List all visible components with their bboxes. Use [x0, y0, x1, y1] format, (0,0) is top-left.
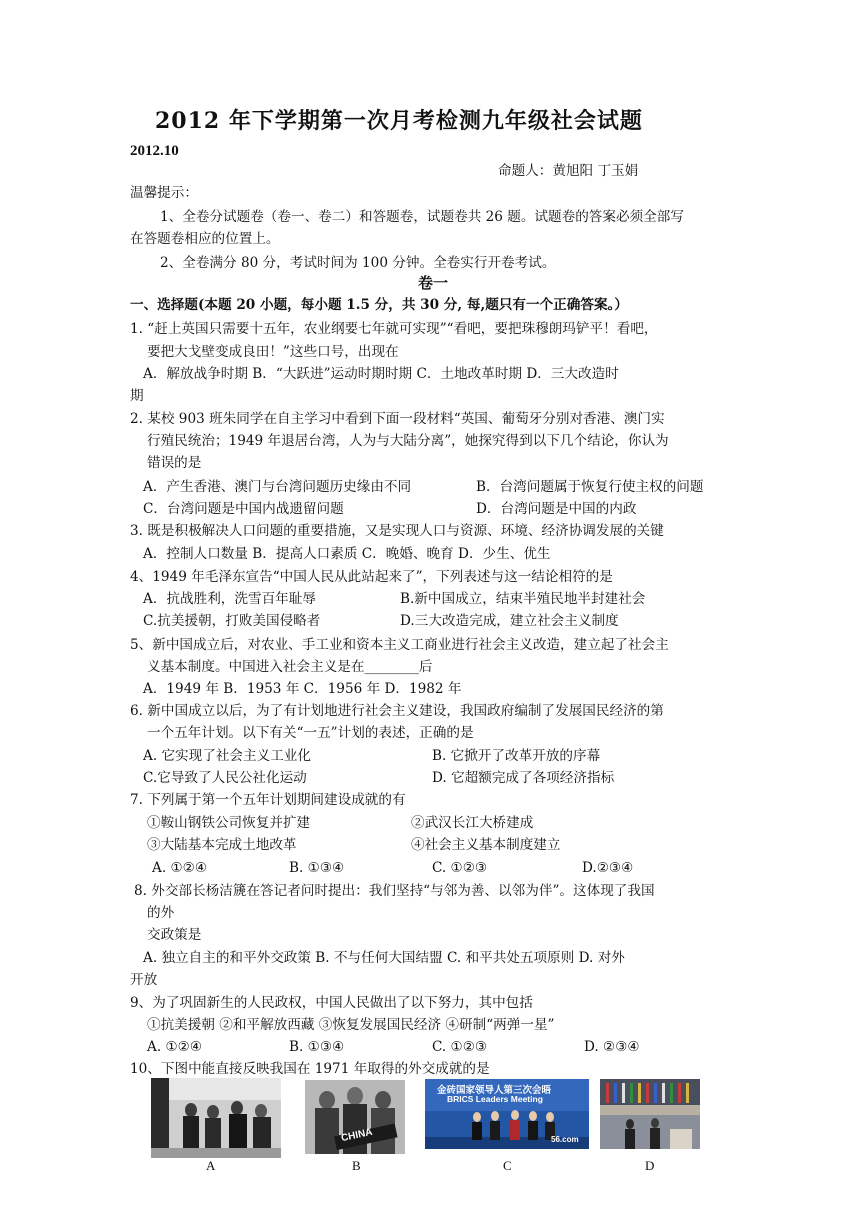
question-2-cont2: 错误的是: [147, 455, 202, 471]
figure-c-label: C: [503, 1158, 512, 1173]
question-9-items: ①抗美援朝 ②和平解放西藏 ③恢复发展国民经济 ④研制“两弹一星”: [147, 1017, 555, 1033]
notice-heading: 温馨提示：: [130, 185, 198, 201]
exam-authors: 命题人：黄旭阳 丁玉娟: [498, 163, 639, 179]
question-2-cont: 行殖民统治；1949 年退居台湾，人为与大陆分离”，她探究得到以下几个结论，你认为: [147, 433, 669, 449]
question-1-options: A．解放战争时期 B．“大跃进”运动时期时期 C．土地改革时期 D．三大改造时: [143, 366, 619, 382]
figure-b-label: B: [352, 1158, 361, 1173]
question-6-option-a: A. 它实现了社会主义工业化: [143, 748, 311, 764]
question-9-option-a: A. ①②④: [147, 1039, 203, 1055]
question-2-option-c: C．台湾问题是中国内战遗留问题: [143, 501, 344, 517]
notice-item-1: 1、全卷分试题卷（卷一、卷二）和答题卷，试题卷共 26 题。试题卷的答案必须全部写: [160, 209, 684, 225]
question-10: 10、下图中能直接反映我国在 1971 年取得的外交成就的是: [130, 1061, 490, 1077]
question-7-option-d: D.②③④: [582, 860, 634, 876]
figure-b-sign-text: CHINA: [340, 1126, 374, 1145]
question-8-options: A. 独立自主的和平外交政策 B. 不与任何大国结盟 C. 和平共处五项原则 D. 对外: [143, 950, 625, 966]
question-9-option-c: C. ①②③: [432, 1039, 488, 1055]
figure-c-banner-cn: 金砖国家领导人第三次会晤: [437, 1085, 552, 1096]
question-4-option-d: D.三大改造完成，建立社会主义制度: [400, 613, 619, 629]
question-7-item-4: ④社会主义基本制度建立: [411, 837, 561, 853]
question-9-option-d: D. ②③④: [584, 1039, 640, 1055]
question-7-option-b: B. ①③④: [289, 860, 345, 876]
question-2-option-a: A．产生香港、澳门与台湾问题历史缘由不同: [143, 479, 412, 495]
question-8-cont2: 交政策是: [147, 927, 202, 943]
question-1-options-wrap: 期: [130, 388, 144, 404]
question-4-option-b: B.新中国成立，结束半殖民地半封建社会: [400, 591, 646, 607]
question-8-options-wrap: 开放: [130, 972, 158, 988]
notice-item-1-cont: 在答题卷相应的位置上。: [130, 231, 280, 247]
question-8-cont: 的外: [147, 905, 175, 921]
question-3: 3. 既是积极解决人口问题的重要措施，又是实现人口与资源、环境、经济协调发展的关键: [130, 523, 664, 539]
figure-c-photo: [425, 1079, 589, 1149]
question-6-option-d: D. 它超额完成了各项经济指标: [432, 770, 615, 786]
figure-d-label: D: [645, 1158, 655, 1173]
question-5-cont: 义基本制度。中国进入社会主义是在________后: [147, 659, 433, 675]
question-2-option-d: D．台湾问题是中国的内政: [476, 501, 637, 517]
question-2: 2. 某校 903 班朱同学在自主学习中看到下面一段材料“英国、葡萄牙分别对香港、澳门实: [130, 411, 665, 427]
volume-heading: 卷一: [418, 274, 449, 292]
question-9-option-b: B. ①③④: [289, 1039, 345, 1055]
question-7-item-1: ①鞍山钢铁公司恢复并扩建: [147, 815, 311, 831]
question-4-option-c: C.抗美援朝，打败美国侵略者: [143, 613, 321, 629]
question-6-option-b: B. 它掀开了改革开放的序幕: [432, 748, 601, 764]
notice-item-2: 2、全卷满分 80 分，考试时间为 100 分钟。全卷实行开卷考试。: [160, 255, 556, 271]
question-6: 6. 新中国成立以后，为了有计划地进行社会主义建设，我国政府编制了发展国民经济的第: [130, 703, 664, 719]
figure-d-photo: [600, 1079, 700, 1149]
figure-c-banner-en: BRICS Leaders Meeting: [447, 1094, 543, 1104]
question-5: 5、新中国成立后，对农业、手工业和资本主义工商业进行社会主义改造，建立起了社会主: [130, 637, 669, 653]
question-8: 8. 外交部长杨洁篪在答记者问时提出：我们坚持“与邻为善、以邻为伴”。这体现了我国: [134, 883, 655, 899]
question-1-cont: 要把大戈壁变成良田！”这些口号，出现在: [147, 344, 399, 360]
question-7-option-c: C. ①②③: [432, 860, 488, 876]
page-title: 2012 年下学期第一次月考检测九年级社会试题: [155, 108, 643, 134]
figure-a-photo: [151, 1078, 281, 1158]
section-heading: 一、选择题(本题 20 小题，每小题 1.5 分，共 30 分, 每,题只有一个正确答案。）: [130, 297, 628, 313]
question-7-item-3: ③大陆基本完成土地改革: [147, 837, 297, 853]
figure-c-watermark: 56.com: [551, 1135, 579, 1144]
question-4: 4、1949 年毛泽东宣告“中国人民从此站起来了”，下列表述与这一结论相符的是: [130, 569, 613, 585]
question-4-option-a: A．抗战胜利，洗雪百年耻辱: [143, 591, 316, 607]
exam-date: 2012.10: [130, 143, 179, 159]
question-2-option-b: B．台湾问题属于恢复行使主权的问题: [476, 479, 704, 495]
figure-b-photo: [305, 1080, 405, 1154]
question-3-options: A．控制人口数量 B．提高人口素质 C．晚婚、晚育 D．少生、优生: [143, 546, 551, 562]
figure-a-label: A: [206, 1158, 216, 1173]
question-6-option-c: C.它导致了人民公社化运动: [143, 770, 307, 786]
question-7-option-a: A. ①②④: [152, 860, 208, 876]
question-7: 7. 下列属于第一个五年计划期间建设成就的有: [130, 792, 406, 808]
question-5-options: A．1949 年 B．1953 年 C．1956 年 D．1982 年: [143, 681, 462, 697]
question-7-item-2: ②武汉长江大桥建成: [411, 815, 534, 831]
question-6-cont: 一个五年计划。以下有关“一五”计划的表述，正确的是: [147, 725, 474, 741]
question-1: 1. “赶上英国只需要十五年，农业纲要七年就可实现”“看吧，要把珠穆朗玛铲平！看吧，: [130, 321, 658, 337]
question-9: 9、为了巩固新生的人民政权，中国人民做出了以下努力，其中包括: [130, 995, 533, 1011]
